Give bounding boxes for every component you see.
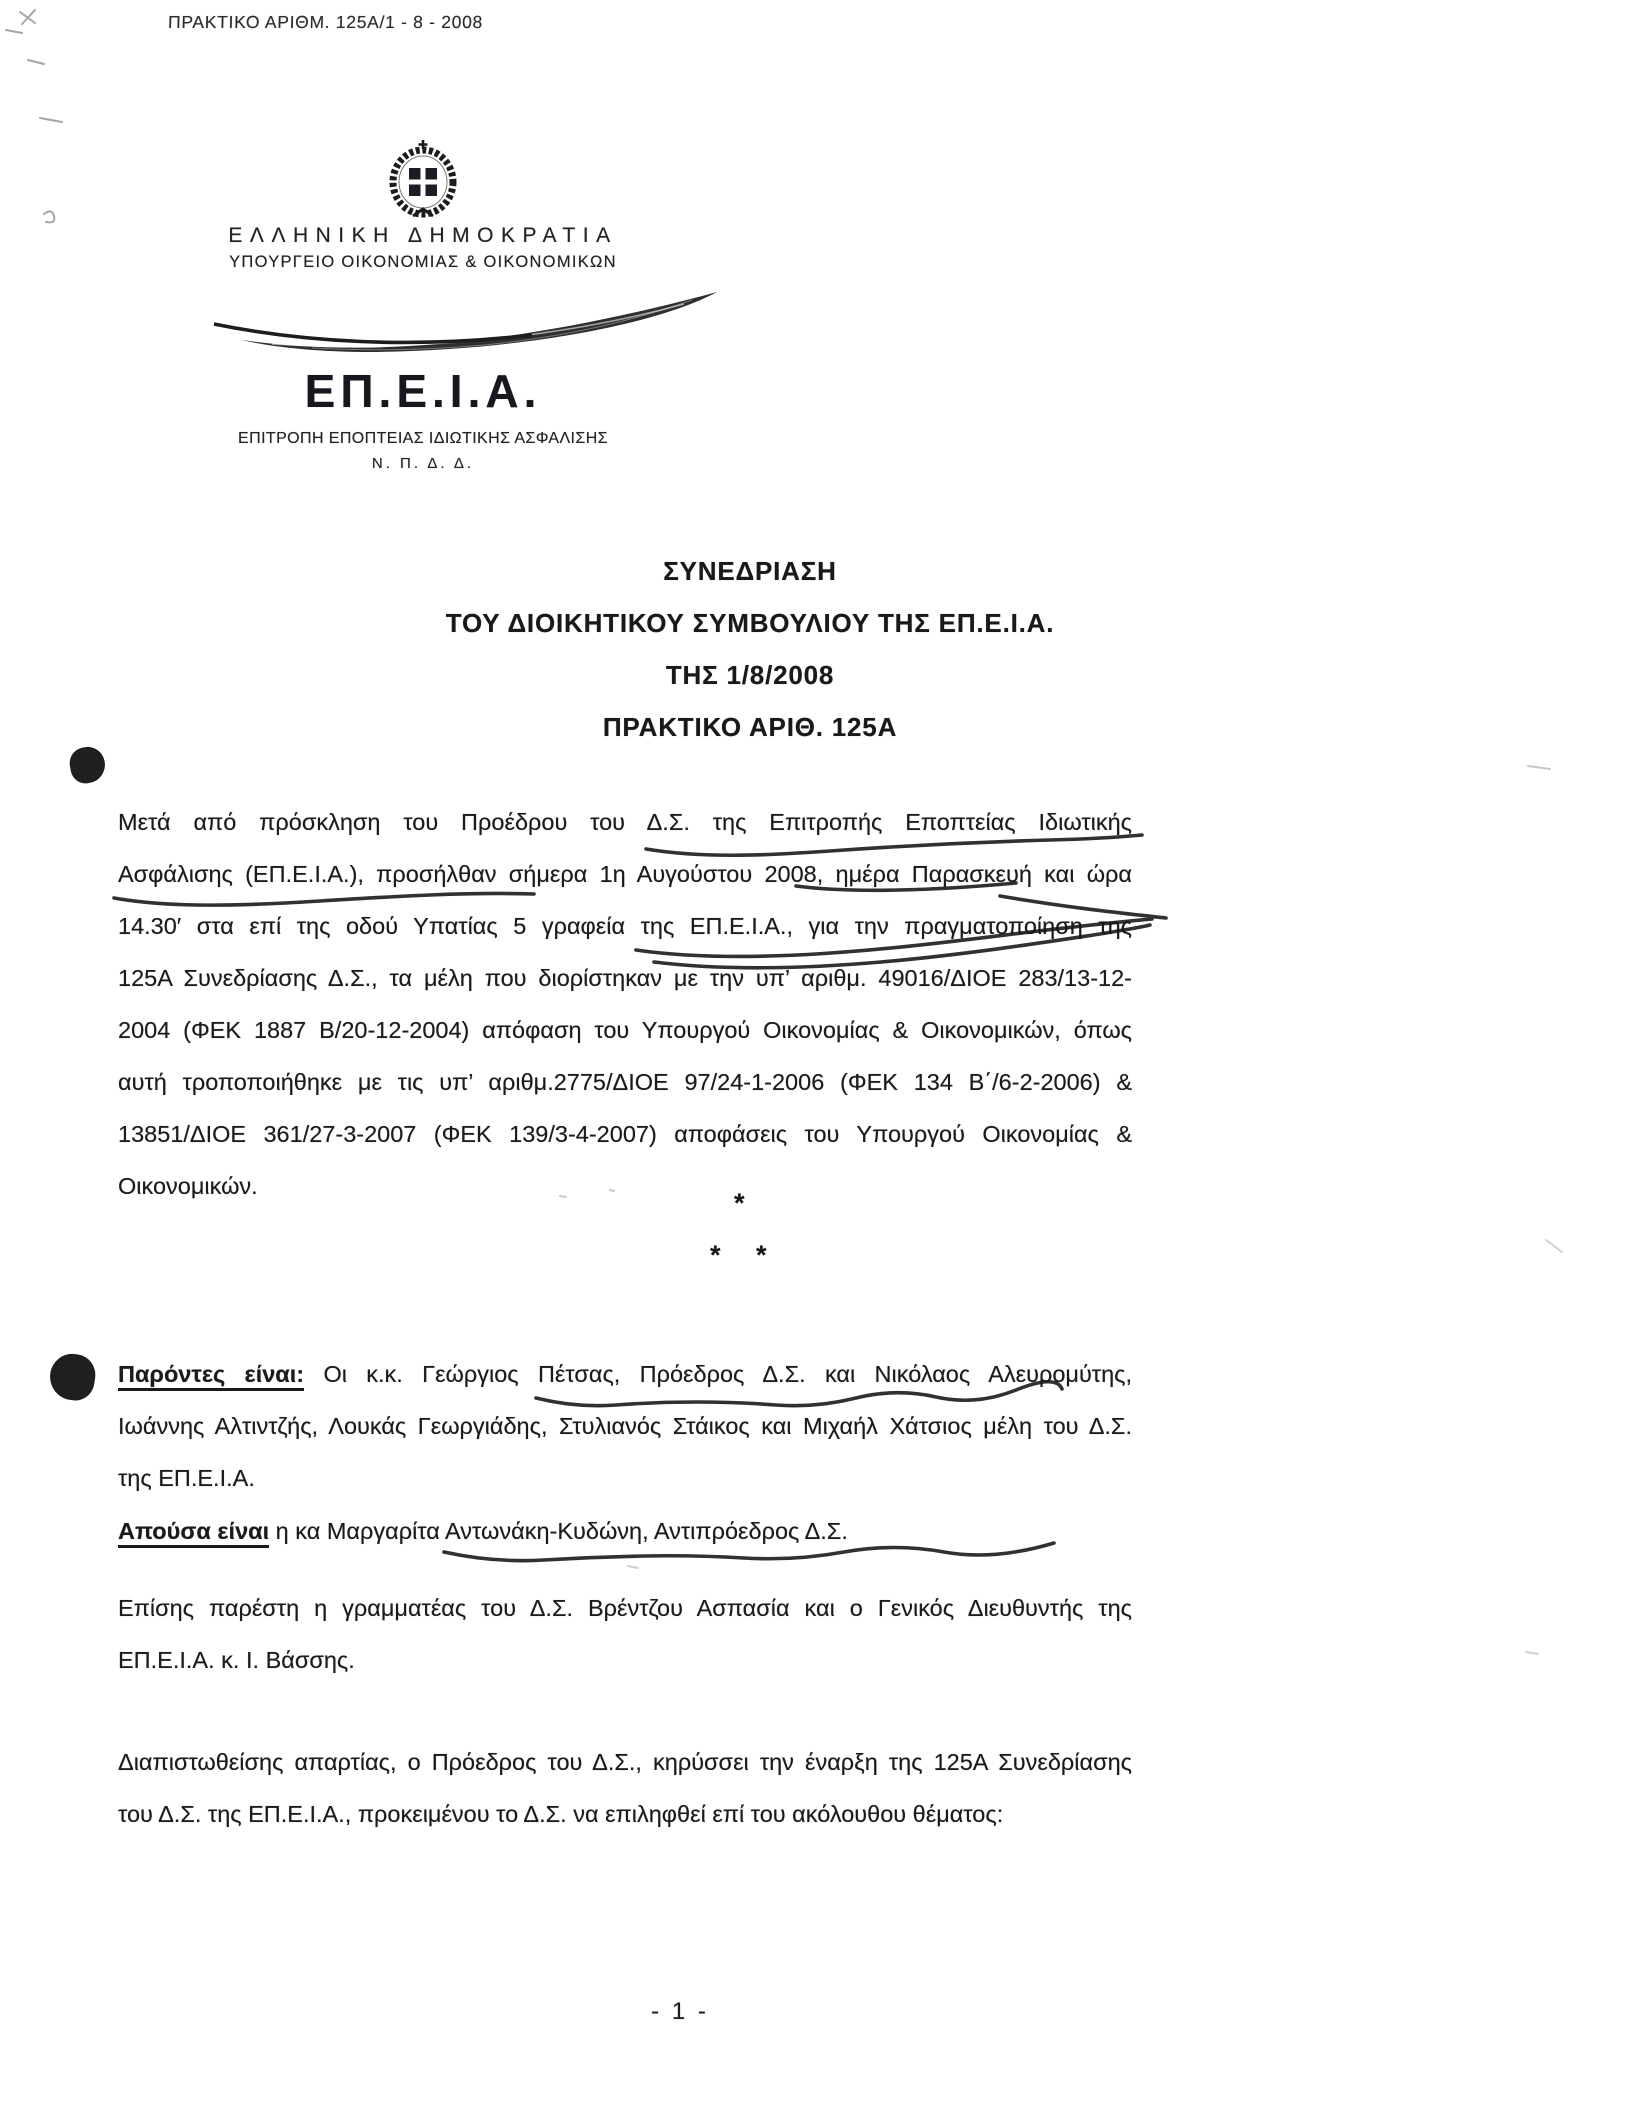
paragraph-line: 125Α Συνεδρίασης Δ.Σ., τα μέλη που διορίστηκαν με την υπ’ αριθμ. 49016/ΔΙΟΕ 283/13-12- [118, 965, 1132, 991]
letterhead-ministry: ΥΠΟΥΡΓΕΙΟ ΟΙΚΟΝΟΜΙΑΣ & ΟΙΚΟΝΟΜΙΚΩΝ [229, 253, 617, 271]
document-reference: ΠΡΑΚΤΙΚΟ ΑΡΙΘΜ. 125Α/1 - 8 - 2008 [167, 12, 484, 32]
intro-paragraph [118, 796, 1132, 1212]
org-full-name: ΕΠΙΤΡΟΠΗ ΕΠΟΠΤΕΙΑΣ ΙΔΙΩΤΙΚΗΣ ΑΣΦΑΛΙΣΗΣ [238, 430, 608, 447]
separator-asterisk: * [710, 1240, 721, 1270]
paragraph-line: Ιωάννης Αλτιντζής, Λουκάς Γεωργιάδης, Στυλιανός Στάικος και Μιχαήλ Χάτσιος μέλη του Δ.Σ. [118, 1413, 1132, 1439]
paragraph-line: 13851/ΔΙΟΕ 361/27-3-2007 (ΦΕΚ 139/3-4-2007) αποφάσεις του Υπουργού Οικονομίας & [118, 1121, 1132, 1147]
feather-flourish-icon [212, 288, 724, 366]
paragraph-line: ΕΠ.Ε.Ι.Α. κ. Ι. Βάσσης. [118, 1647, 355, 1673]
paragraph-line: αυτή τροποποιήθηκε με τις υπ’ αριθμ.2775/ΔΙΟΕ 97/24-1-2006 (ΦΕΚ 134 Β΄/6-2-2006) & [118, 1069, 1132, 1095]
secretary-paragraph [118, 1582, 1132, 1686]
separator-asterisk: * [734, 1188, 745, 1218]
title-line: ΠΡΑΚΤΙΚΟ ΑΡΙΘ. 125Α [602, 712, 898, 742]
title-line: ΣΥΝΕΔΡΙΑΣΗ [663, 556, 837, 586]
paragraph-line: Επίσης παρέστη η γραμματέας του Δ.Σ. Βρέντζου Ασπασία και ο Γενικός Διευθυντής της [118, 1595, 1132, 1621]
paragraph-line: Οικονομικών. [118, 1173, 258, 1199]
greek-coat-of-arms-icon [381, 138, 465, 224]
letterhead-republic: ΕΛΛΗΝΙΚΗ ΔΗΜΟΚΡΑΤΙΑ [228, 224, 618, 247]
attendees-paragraph [118, 1348, 1132, 1504]
document-title [245, 546, 1255, 754]
present-label: Παρόντες είναι: [118, 1361, 304, 1391]
paragraph-line: Ασφάλισης (ΕΠ.Ε.Ι.Α.), προσήλθαν σήμερα 1η Αυγούστου 2008, ημέρα Παρασκευή και ώρα [118, 861, 1132, 887]
org-legal-form: Ν. Π. Δ. Δ. [371, 455, 475, 472]
absent-label: Απούσα είναι [118, 1518, 269, 1548]
paragraph-line: 2004 (ΦΕΚ 1887 Β/20-12-2004) απόφαση του Υπουργού Οικονομίας & Οικονομικών, όπως [118, 1017, 1132, 1043]
present-names: Οι κ.κ. Γεώργιος Πέτσας, Πρόεδρος Δ.Σ. και Νικόλαος Αλευρομύτης, [304, 1361, 1133, 1387]
paragraph-line: Μετά από πρόσκληση του Προέδρου του Δ.Σ. της Επιτροπής Εποπτείας Ιδιωτικής [118, 809, 1132, 835]
absent-line [118, 1505, 1132, 1557]
paragraph-line: της ΕΠ.Ε.Ι.Α. [118, 1465, 255, 1491]
separator-asterisk: * [756, 1240, 767, 1270]
quorum-paragraph [118, 1736, 1132, 1840]
absent-name: η κα Μαργαρίτα Αντωνάκη-Κυδώνη, Αντιπρόεδρος Δ.Σ. [269, 1518, 848, 1544]
title-line: ΤΟΥ ΔΙΟΙΚΗΤΙΚΟΥ ΣΥΜΒΟΥΛΙΟΥ ΤΗΣ ΕΠ.Ε.Ι.Α. [445, 608, 1055, 638]
ink-dot-mark [47, 1351, 98, 1403]
ink-dot-mark [67, 744, 108, 786]
org-acronym: ΕΠ.Ε.Ι.Α. [304, 365, 542, 417]
paragraph-line: 14.30′ στα επί της οδού Υπατίας 5 γραφεία της ΕΠ.Ε.Ι.Α., για την πραγματοποίηση της [118, 913, 1132, 939]
paragraph-line [118, 1348, 1132, 1400]
paragraph-line: του Δ.Σ. της ΕΠ.Ε.Ι.Α., προκειμένου το Δ.Σ. να επιληφθεί επί του ακόλουθου θέματος: [118, 1801, 1004, 1827]
title-line: ΤΗΣ 1/8/2008 [665, 660, 835, 690]
paragraph-line: Διαπιστωθείσης απαρτίας, ο Πρόεδρος του Δ.Σ., κηρύσσει την έναρξη της 125Α Συνεδρίασης [118, 1749, 1132, 1775]
page-number: - 1 - [651, 1998, 709, 2025]
